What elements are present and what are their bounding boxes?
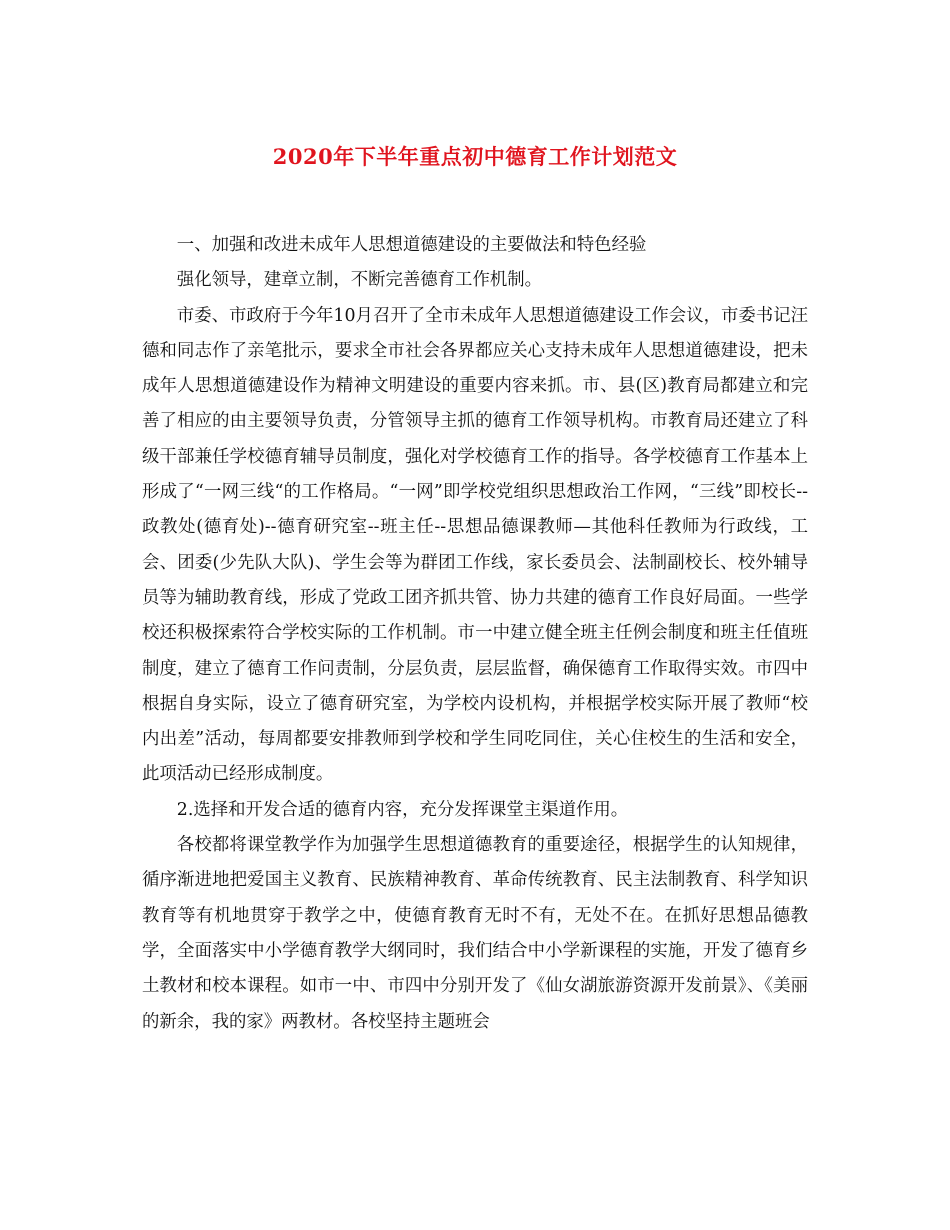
document-body	[142, 228, 808, 1040]
subsection-heading: 2.选择和开发合适的德育内容，充分发挥课堂主渠道作用。	[176, 799, 629, 820]
body-paragraph: 各校都将课堂教学作为加强学生思想道德教育的重要途径，根据学生的认知规律，循序渐进地把爱国主义教育、民族精神教育、革命传统教育、民主法制教育、科学知识教育等有机地贯穿于教学之中，使德育教育无时不有，无处不在。在抓好思想品德教学，全面落实中小学德育教学大纲同时，我们结合中小学新课程的实施，开发了德育乡土教材和校本课程。如市一中、市四中分别开发了《仙女湖旅游资源开发前景》、《美丽的新余，我的家》两教材。各校坚持主题班会	[142, 835, 808, 1032]
document-title: 2020年下半年重点初中德育工作计划范文	[272, 144, 678, 169]
body-paragraph: 市委、市政府于今年10月召开了全市未成年人思想道德建设工作会议，市委书记汪德和同志作了亲笔批示，要求全市社会各界都应关心支持未成年人思想道德建设，把未成年人思想道德建设作为精神文明建设的重要内容来抓。市、县(区)教育局都建立和完善了相应的由主要领导负责，分管领导主抓的德育工作领导机构。市教育局还建立了科级干部兼任学校德育辅导员制度，强化对学校德育工作的指导。各学校德育工作基本上形成了“一网三线“的工作格局。“一网”即学校党组织思想政治工作网，“三线”即校长--政教处(德育处)--德育研究室--班主任--思想品德课教师—其他科任教师为行政线，工会、团委(少先队大队)、学生会等为群团工作线，家长委员会、法制副校长、校外辅导员等为辅助教育线，形成了党政工团齐抓共管、协力共建的德育工作良好局面。一些学校还积极探索符合学校实际的工作机制。市一中建立健全班主任例会制度和班主任值班制度，建立了德育工作问责制，分层负责，层层监督，确保德育工作取得实效。市四中根据自身实际，设立了德育研究室，为学校内设机构，并根据学校实际开展了教师“校内出差”活动，每周都要安排教师到学校和学生同吃同住，关心住校生的生活和安全，此项活动已经形成制度。	[142, 305, 808, 785]
section-heading: 一、加强和改进未成年人思想道德建设的主要做法和特色经验	[176, 235, 647, 255]
subsection-heading: 强化领导，建章立制，不断完善德育工作机制。	[176, 270, 543, 291]
